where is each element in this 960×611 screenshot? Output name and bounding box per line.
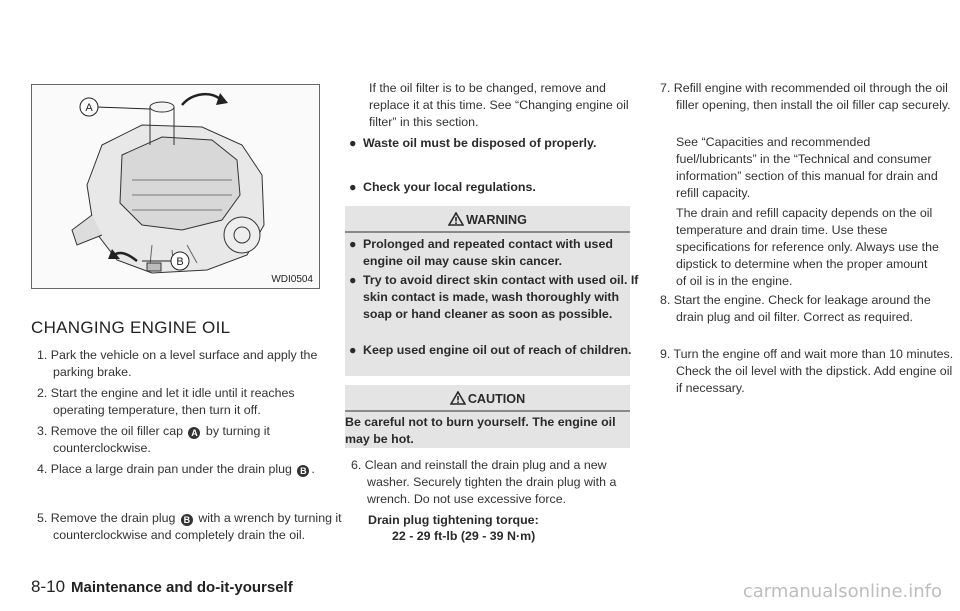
- warning-item-3-text: Keep used engine oil out of reach of children.: [363, 343, 632, 357]
- torque-value: 22 - 29 ft-lb (29 - 39 N·m): [392, 529, 536, 543]
- step-5-continued: If the oil filter is to be changed, remove and replace it at this time. See “Changing engine oil filter” in this section.: [369, 81, 629, 129]
- watermark: carmanualsonline.info: [742, 581, 942, 602]
- warning-divider: [345, 231, 630, 233]
- bullet-regulations: [345, 179, 648, 196]
- warning-heading: [345, 212, 630, 227]
- step-4: [31, 461, 343, 478]
- callout-b-badge-2: B: [181, 514, 193, 526]
- bullet-dispose-text: Waste oil must be disposed of properly.: [363, 136, 597, 150]
- warning-item-2: [345, 272, 645, 323]
- step-8: 8. Start the engine. Check for leakage around the drain plug and oil filter. Correct as required.: [660, 293, 931, 324]
- step-1: 1. Park the vehicle on a level surface and apply the parking brake.: [37, 348, 318, 379]
- page-number: 8-10: [31, 577, 66, 596]
- page-footer: [31, 577, 293, 597]
- caution-triangle-icon: [450, 391, 466, 405]
- caution-panel: [345, 385, 630, 448]
- step-2: 2. Start the engine and let it idle until it reaches operating temperature, then turn it off.: [37, 386, 295, 417]
- step-7-paragraph-2: The drain and refill capacity depends on the oil temperature and drain time. Use these specifications for reference only. Always use the dipstick to determine when the proper amount of oil is in the engine.: [676, 206, 939, 288]
- bullet-dot-icon: ●: [349, 136, 357, 150]
- bullet-regulations-text: Check your local regulations.: [363, 180, 536, 194]
- warning-panel: [345, 206, 639, 376]
- warning-title: WARNING: [466, 213, 527, 227]
- engine-illustration: [31, 84, 320, 289]
- step-5: [31, 510, 343, 544]
- caution-text: Be careful not to burn yourself. The engine oil may be hot.: [345, 415, 616, 446]
- callout-a-label: A: [85, 102, 93, 114]
- step-5-text-b: with a wrench by turning it counterclockwise and completely drain the oil.: [53, 511, 342, 542]
- bullet-dispose: [345, 135, 648, 152]
- warning-item-2-text: Try to avoid direct skin contact with used oil. If skin contact is made, wash thoroughly with soap or hand cleaner as soon as possible.: [363, 273, 639, 321]
- step-7-paragraph-1: See “Capacities and recommended fuel/lubricants” in the “Technical and consumer information” section of this manual for drain and refill capacity.: [676, 135, 938, 200]
- step-3-text-a: 3. Remove the oil filler cap: [37, 424, 184, 438]
- callout-b-label: B: [176, 256, 184, 268]
- caution-divider: [345, 410, 630, 412]
- step-9: 9. Turn the engine off and wait more than 10 minutes. Check the oil level with the dipstick. Add engine oil if necessary.: [660, 347, 954, 395]
- warning-item-1-text: Prolonged and repeated contact with used engine oil may cause skin cancer.: [363, 237, 613, 268]
- step-6: 6. Clean and reinstall the drain plug and a new washer. Securely tighten the drain plug with a wrench. Do not use excessive force.: [351, 458, 617, 506]
- caution-title: CAUTION: [467, 392, 526, 406]
- bullet-dot-icon: ●: [349, 237, 357, 251]
- engine-drawing-icon: [32, 85, 319, 288]
- callout-a-badge: A: [188, 427, 200, 439]
- step-7: 7. Refill engine with recommended oil through the oil filler opening, then install the oil filler cap securely.: [660, 81, 951, 112]
- bullet-dot-icon: ●: [349, 273, 357, 287]
- warning-item-1: [345, 236, 645, 270]
- warning-triangle-icon: [448, 212, 464, 226]
- step-3: [31, 423, 343, 457]
- step-3-text-b: by turning it counterclockwise.: [53, 424, 270, 455]
- figure-code: WDI0504: [271, 274, 313, 285]
- step-4-text-a: 4. Place a large drain pan under the drain plug: [37, 462, 292, 476]
- step-4-text-b: .: [311, 462, 315, 476]
- bullet-dot-icon: ●: [349, 180, 357, 194]
- warning-item-3: [345, 342, 645, 359]
- torque-label: Drain plug tightening torque:: [368, 513, 539, 527]
- chapter-title: Maintenance and do-it-yourself: [71, 579, 293, 596]
- callout-b-badge: B: [297, 465, 309, 477]
- bullet-dot-icon: ●: [349, 343, 357, 357]
- section-title: CHANGING ENGINE OIL: [31, 318, 231, 337]
- caution-heading: [345, 391, 630, 406]
- step-5-text-a: 5. Remove the drain plug: [37, 511, 176, 525]
